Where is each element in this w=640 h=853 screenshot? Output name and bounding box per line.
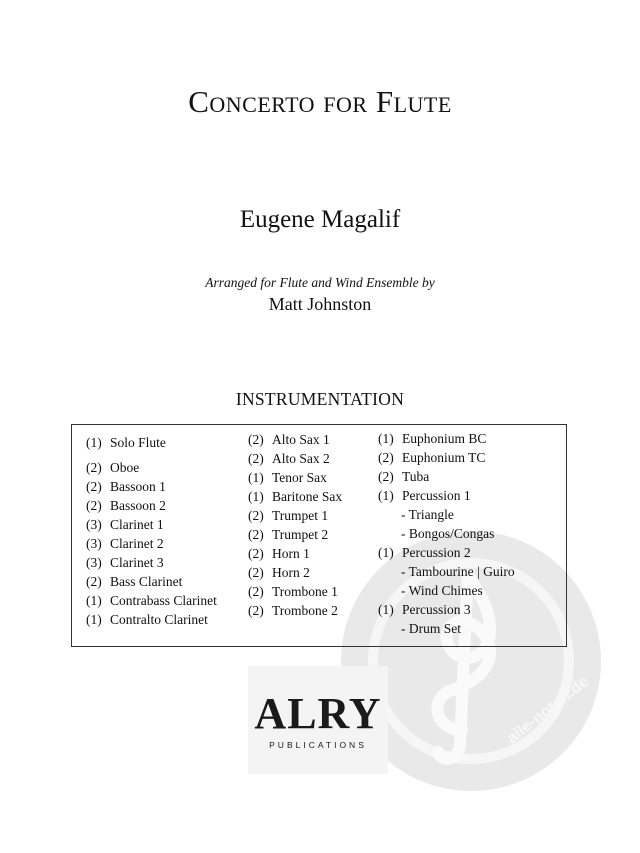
instrument-name: Tenor Sax (272, 470, 327, 485)
instrument-row (378, 581, 515, 600)
instrument-row (248, 544, 342, 563)
instrument-quantity: (1) (378, 545, 394, 560)
instrument-name: Trumpet 2 (272, 527, 329, 542)
instrumentation-box (71, 424, 567, 647)
instrument-row (378, 524, 515, 543)
instrument-quantity: (1) (86, 612, 102, 627)
composer-name: Eugene Magalif (239, 206, 401, 233)
instrument-name: Oboe (110, 460, 140, 475)
instrument-row (248, 430, 342, 449)
instrument-quantity: (2) (378, 469, 394, 484)
instrument-row (86, 591, 217, 610)
instrumentation-column-3 (378, 429, 515, 638)
instrument-quantity: (1) (86, 593, 102, 608)
instrument-quantity: (2) (248, 546, 264, 561)
publisher-logo (248, 666, 388, 774)
instrument-row (86, 610, 217, 629)
instrument-quantity: (2) (378, 450, 394, 465)
instrument-row (248, 449, 342, 468)
instrument-name: Trumpet 1 (272, 508, 329, 523)
instrument-quantity: (2) (86, 479, 102, 494)
instrument-row (378, 467, 515, 486)
instrument-name: Clarinet 1 (110, 517, 164, 532)
instrument-name: Euphonium TC (402, 450, 486, 465)
instrument-row (248, 487, 342, 506)
instrument-name: Alto Sax 2 (272, 451, 330, 466)
instrument-name: Percussion 2 (402, 545, 471, 560)
instrument-name: Horn 2 (272, 565, 310, 580)
instrument-name: Alto Sax 1 (272, 432, 330, 447)
instrument-quantity: (3) (86, 555, 102, 570)
instrumentation-column-1 (86, 433, 217, 629)
instrument-name: - Bongos/Congas (401, 526, 495, 541)
instrument-name: - Triangle (401, 507, 454, 522)
instrument-name: Bassoon 2 (110, 498, 166, 513)
instrument-name: Trombone 1 (272, 584, 338, 599)
instrument-name: Euphonium BC (402, 431, 487, 446)
instrument-name: Percussion 3 (402, 602, 471, 617)
instrument-quantity: (1) (378, 602, 394, 617)
instrument-name: Contralto Clarinet (110, 612, 208, 627)
instrument-row (378, 619, 515, 638)
instrument-quantity: (3) (86, 536, 102, 551)
instrument-name: Baritone Sax (272, 489, 343, 504)
instrument-name: Trombone 2 (272, 603, 338, 618)
instrument-name: - Wind Chimes (401, 583, 483, 598)
logo-wordmark: ALRY (254, 689, 382, 738)
instrument-row (248, 563, 342, 582)
instrument-row (378, 600, 515, 619)
instrument-name: Contrabass Clarinet (110, 593, 217, 608)
instrument-name: Bass Clarinet (110, 574, 183, 589)
instrument-row (86, 496, 217, 515)
instrument-name: Percussion 1 (402, 488, 471, 503)
instrument-row (86, 433, 217, 452)
instrument-row (248, 525, 342, 544)
instrument-quantity: (2) (248, 584, 264, 599)
arranger-name: Matt Johnston (268, 294, 372, 314)
instrument-quantity: (1) (378, 431, 394, 446)
instrument-row (378, 543, 515, 562)
instrument-quantity: (2) (248, 565, 264, 580)
instrument-quantity: (2) (248, 508, 264, 523)
instrument-name: Bassoon 1 (110, 479, 166, 494)
instrument-row (248, 582, 342, 601)
instrument-row (248, 468, 342, 487)
instrument-row (378, 448, 515, 467)
instrument-quantity: (2) (248, 451, 264, 466)
instrument-name: - Tambourine | Guiro (401, 564, 515, 579)
instrument-row (378, 429, 515, 448)
instrument-quantity: (1) (86, 435, 102, 450)
instrument-quantity: (2) (86, 460, 102, 475)
instrument-quantity: (1) (248, 489, 264, 504)
page-title: Concerto for Flute (188, 84, 452, 119)
instrument-name: Tuba (402, 469, 430, 484)
instrument-quantity: (1) (378, 488, 394, 503)
instrument-row (86, 458, 217, 477)
instrument-name: Clarinet 2 (110, 536, 164, 551)
instrument-row (378, 486, 515, 505)
instrument-quantity: (1) (248, 470, 264, 485)
instrumentation-column-2 (248, 430, 342, 620)
instrument-row (86, 515, 217, 534)
instrumentation-heading: INSTRUMENTATION (235, 389, 405, 409)
instrument-row (378, 562, 515, 581)
instrument-row (86, 572, 217, 591)
instrument-quantity: (2) (248, 527, 264, 542)
instrument-name: Horn 1 (272, 546, 310, 561)
instrument-row (248, 601, 342, 620)
watermark-text: alle-noten.de (503, 672, 593, 748)
instrument-quantity: (2) (86, 498, 102, 513)
instrument-name: - Drum Set (401, 621, 461, 636)
instrument-row (248, 506, 342, 525)
instrument-quantity: (2) (248, 603, 264, 618)
instrument-quantity: (3) (86, 517, 102, 532)
instrument-row (378, 505, 515, 524)
instrument-quantity: (2) (86, 574, 102, 589)
instrument-quantity: (2) (248, 432, 264, 447)
instrument-name: Solo Flute (110, 435, 166, 450)
logo-subtitle: PUBLICATIONS (269, 740, 367, 750)
arranged-by-line: Arranged for Flute and Wind Ensemble by (205, 275, 435, 290)
instrument-row (86, 534, 217, 553)
instrument-row (86, 553, 217, 572)
instrument-name: Clarinet 3 (110, 555, 164, 570)
instrument-row (86, 477, 217, 496)
